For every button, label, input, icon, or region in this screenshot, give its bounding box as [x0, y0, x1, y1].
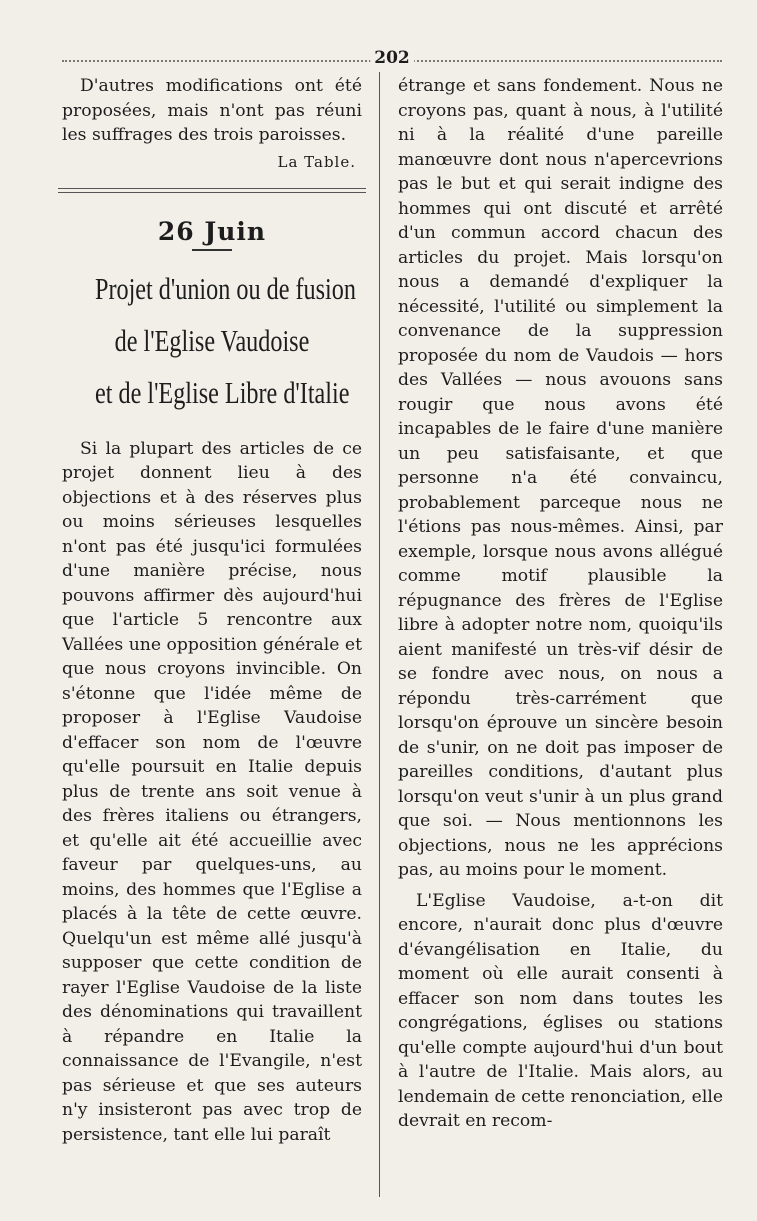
title-line-2: de l'Eglise Vaudoise: [114, 322, 310, 358]
section-separator: [58, 188, 366, 193]
column-divider: [379, 72, 380, 1197]
right-column: [398, 74, 723, 1134]
left-column: [62, 74, 362, 1147]
article-title: [95, 263, 356, 419]
right-paragraph-1: étrange et sans fondement. Nous ne croyons pas, quant à nous, à l'utilité ni à la réalité d'une pareille manœuvre dont nous n'apercevrions pas le but et qui serait indigne des hommes qui ont discuté et arrêté d'un commun accord chacun des articles du projet. Mais lorsqu'on nous a demandé d'expliquer la nécessité, l'utilité ou simplement la convenance de la suppression proposée du nom de Vaudois — hors des Vallées — nous avouons sans rougir que nous avons été incapables de le faire d'une manière un peu satisfaisante, et que personne n'a été convaincu, probablement parceque nous ne l'étions pas nous-mêmes. Ainsi, par exemple, lorsque nous avons allégué comme motif plausible la répugnance des frères de l'Eglise libre à adopter notre nom, quoiqu'ils aient manifesté un très-vif désir de se fondre avec nous, on nous a répondu très-carrément que lorsqu'on éprouve un sincère besoin de s'unir, on ne doit pas imposer de pareilles conditions, d'autant plus lorsqu'on veut s'unir à un plus grand que soi. — Nous mentionnons les objections, nous ne les apprécions pas, au moins pour le moment.: [398, 76, 723, 880]
intro-paragraph: D'autres modifications ont été proposées, mais n'ont pas réuni les suffrages des trois paroisses.: [62, 76, 362, 145]
page-header: [62, 48, 722, 68]
date-heading: 26 Juin: [157, 216, 267, 246]
signature: La Table.: [277, 152, 356, 171]
right-paragraph-2: L'Eglise Vaudoise, a-t-on dit encore, n'aurait donc plus d'œuvre d'évangélisation en Italie, du moment où elle aurait consenti à effacer son nom dans toutes les congrégations, églises ou stations qu'elle compte aujourd'hui d'un bout à l'autre de l'Italie. Mais alors, au lendemain de cette renonciation, elle devrait en recom-: [398, 890, 723, 1131]
page-number: 202: [370, 48, 414, 68]
title-line-3: et de l'Eglise Libre d'Italie: [95, 374, 350, 410]
heading-short-rule: [192, 249, 232, 251]
body-paragraph: Si la plupart des articles de ce projet donnent lieu à des objections et à des réserves plus ou moins sérieuses lesquelles n'ont pas été jusqu'ici formulées d'une manière précise, nous pouvons affirmer dès aujourd'hui que l'article 5 rencontre aux Vallées une opposition générale et que nous croyons invincible. On s'étonne que l'idée même de proposer à l'Eglise Vaudoise d'effacer son nom de l'œuvre qu'elle poursuit en Italie depuis plus de trente ans soit venue à des frères italiens ou étrangers, et qu'elle ait été accueillie avec faveur par quelques-uns, au moins, des hommes que l'Eglise a placés à la tête de cette œuvre. Quelqu'un est même allé jusqu'à supposer que cette condition de rayer l'Eglise Vaudoise de la liste des dénominations qui travaillent à répandre en Italie la connaissance de l'Evangile, n'est pas sérieuse et que ses auteurs n'y insisteront pas avec trop de persistence, tant elle lui paraît: [62, 438, 362, 1145]
title-line-1: Projet d'union ou de fusion: [95, 270, 356, 306]
